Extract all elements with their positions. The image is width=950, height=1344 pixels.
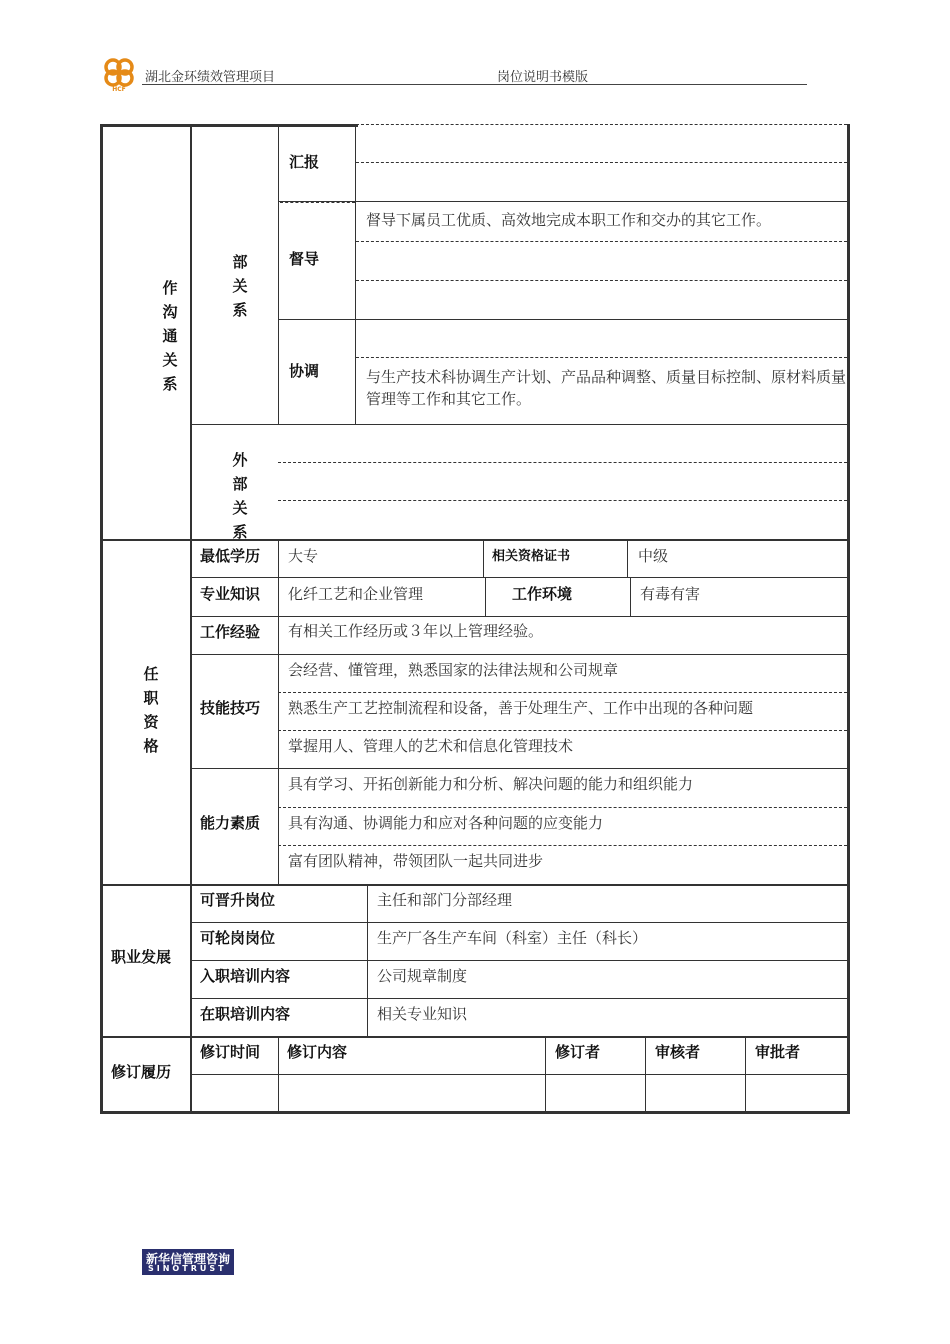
internal-relations-label: 部关系 xyxy=(232,253,248,319)
career-row-label: 在职培训内容 xyxy=(200,1005,291,1023)
supervise-label: 督导 xyxy=(289,250,320,268)
doc-title: 岗位说明书模版 xyxy=(497,70,589,85)
qualification-section-label: 任职资格 xyxy=(143,665,159,755)
skill-item: 掌握用人、管理人的艺术和信息化管理技术 xyxy=(288,737,574,755)
experience-value: 有相关工作经历或３年以上管理经验。 xyxy=(288,622,544,640)
career-row-value: 公司规章制度 xyxy=(377,967,468,985)
revision-header: 审核者 xyxy=(655,1043,701,1061)
revision-header: 修订内容 xyxy=(287,1043,348,1061)
knowledge-value: 化纤工艺和企业管理 xyxy=(288,585,424,603)
company-project: 湖北金环绩效管理项目 xyxy=(145,70,276,85)
revision-header: 修订时间 xyxy=(200,1043,261,1061)
env-value: 有毒有害 xyxy=(640,585,701,603)
ability-label: 能力素质 xyxy=(200,814,261,832)
knowledge-label: 专业知识 xyxy=(200,585,261,603)
experience-label: 工作经验 xyxy=(200,623,261,641)
hcf-logo xyxy=(100,54,138,92)
revision-section-label: 修订履历 xyxy=(111,1063,172,1081)
env-label: 工作环境 xyxy=(512,585,573,603)
header-rule xyxy=(142,84,807,85)
job-description-table xyxy=(100,124,850,1114)
cert-label: 相关资格证书 xyxy=(492,549,571,564)
career-row-label: 可晋升岗位 xyxy=(200,891,276,909)
ability-item: 富有团队精神，带领团队一起共同进步 xyxy=(288,852,544,870)
logo-text: HCF xyxy=(112,86,126,92)
skill-item: 会经营、懂管理，熟悉国家的法律法规和公司规章 xyxy=(288,661,619,679)
skill-item: 熟悉生产工艺控制流程和设备，善于处理生产、工作中出现的各种问题 xyxy=(288,699,754,717)
coordinate-text: 与生产技术科协调生产计划、产品品种调整、质量目标控制、原材料质量管理等工作和其它工作。 xyxy=(366,368,847,408)
career-section-label: 职业发展 xyxy=(111,948,172,966)
supervise-text: 督导下属员工优质、高效地完成本职工作和交办的其它工作。 xyxy=(366,211,772,229)
ability-item: 具有沟通、协调能力和应对各种问题的应变能力 xyxy=(288,814,604,832)
footer-brand-en: SINOTRUST xyxy=(148,1264,227,1273)
ability-item: 具有学习、开拓创新能力和分析、解决问题的能力和组织能力 xyxy=(288,775,694,793)
revision-header: 修订者 xyxy=(555,1043,601,1061)
communication-section-label: 作沟通关系 xyxy=(162,279,178,393)
education-value: 大专 xyxy=(288,547,319,565)
footer-brand-cn: 新华信管理咨询 xyxy=(146,1252,231,1266)
career-row-value: 主任和部门分部经理 xyxy=(377,891,513,909)
cert-value: 中级 xyxy=(638,547,669,565)
report-label: 汇报 xyxy=(289,153,320,171)
skills-label: 技能技巧 xyxy=(200,699,261,717)
coordinate-label: 协调 xyxy=(289,362,320,380)
revision-header: 审批者 xyxy=(755,1043,801,1061)
sinotrust-logo xyxy=(142,1249,234,1275)
career-row-value: 相关专业知识 xyxy=(377,1005,468,1023)
education-label: 最低学历 xyxy=(200,547,261,565)
career-row-value: 生产厂各生产车间（科室）主任（科长） xyxy=(377,929,648,947)
career-row-label: 入职培训内容 xyxy=(200,967,291,985)
career-row-label: 可轮岗岗位 xyxy=(200,929,276,947)
external-relations-label: 外部关系 xyxy=(232,451,248,541)
